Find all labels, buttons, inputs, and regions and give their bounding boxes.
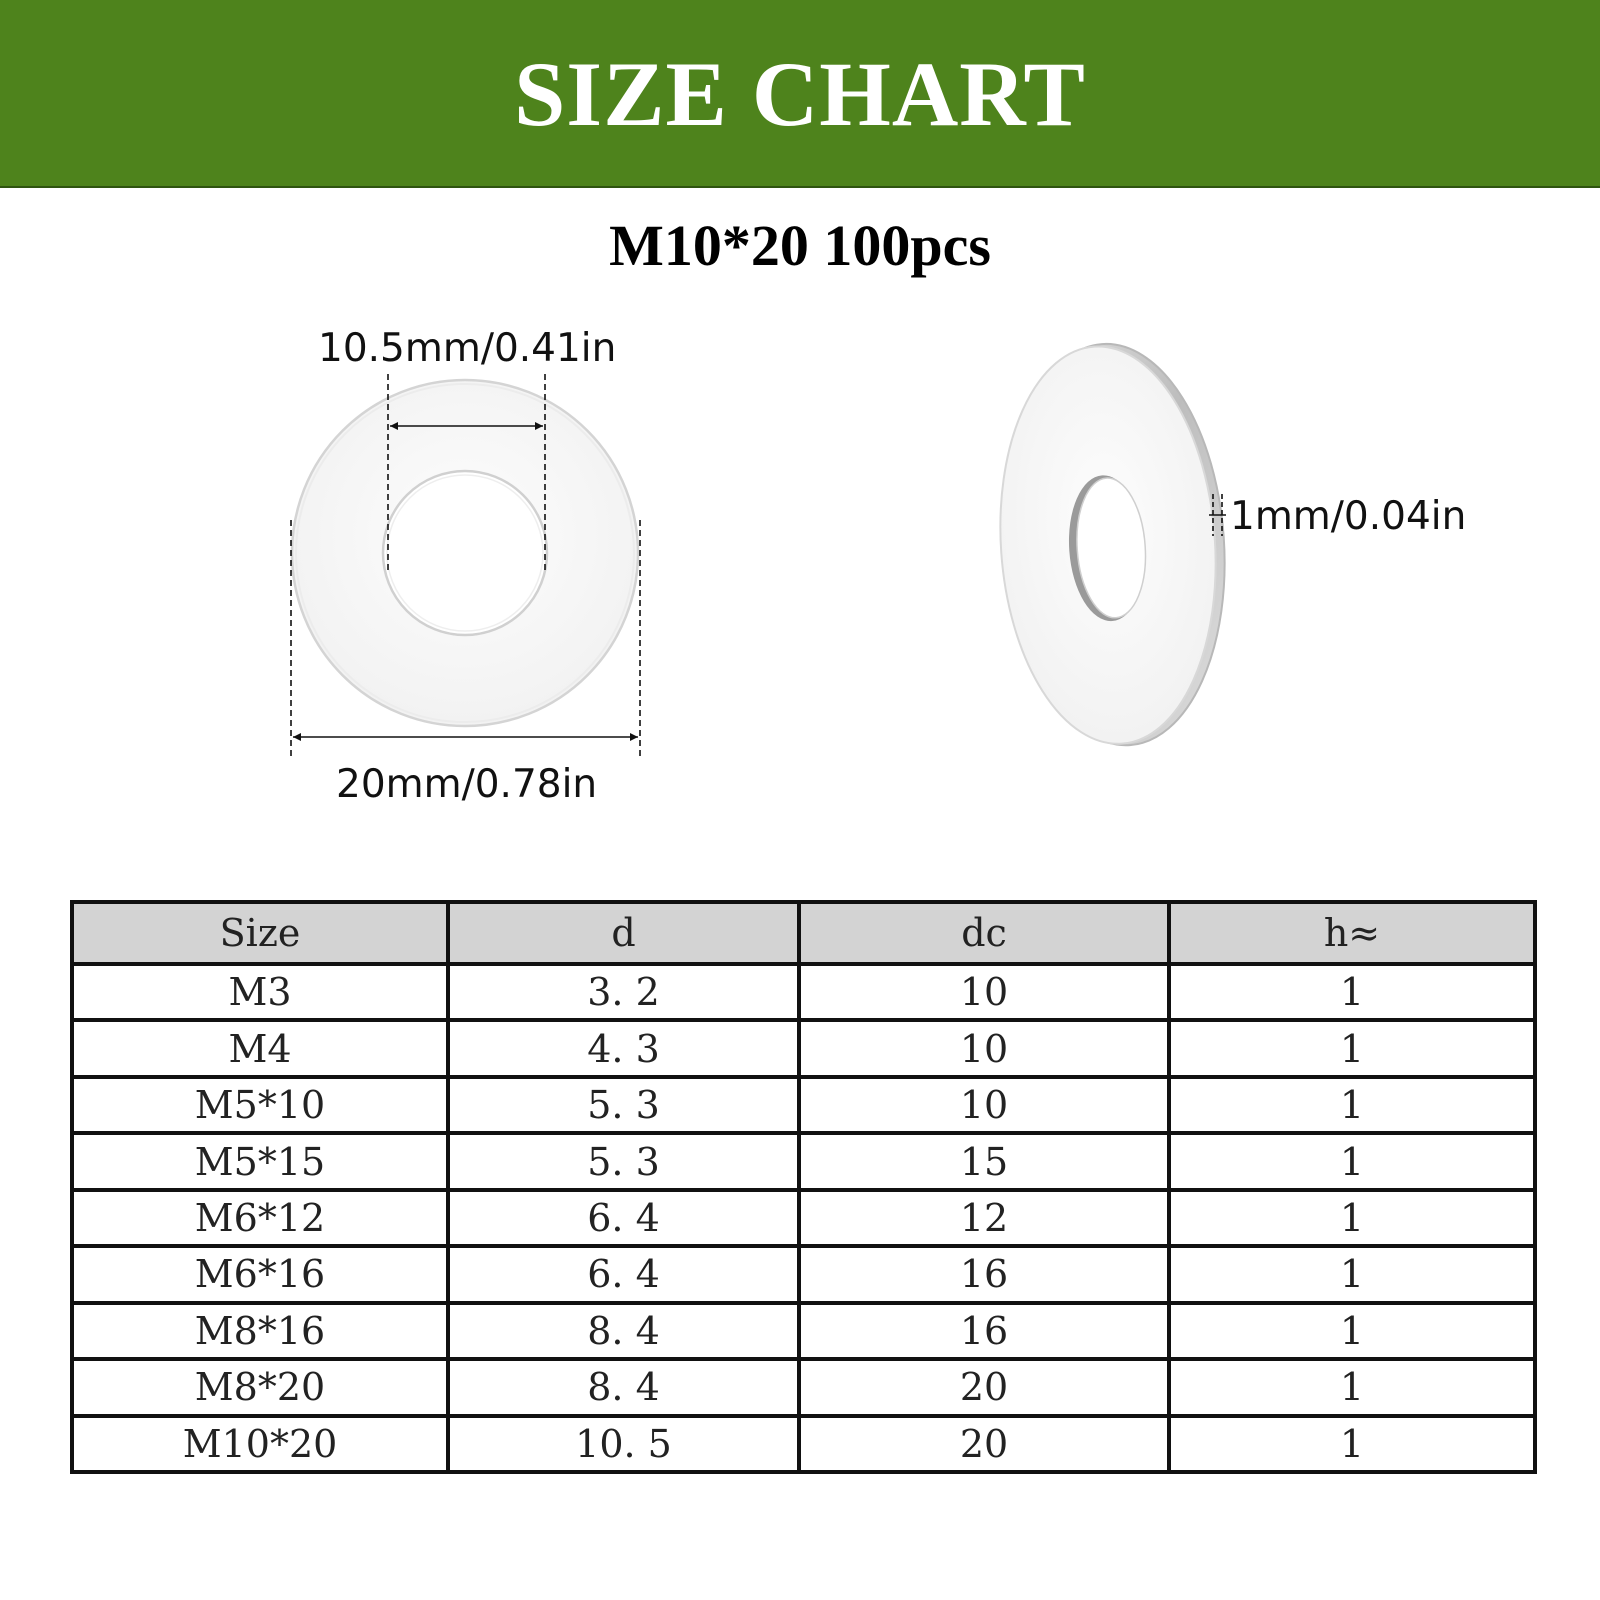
table-row [72, 1246, 1535, 1302]
cell-h: 1 [1169, 1303, 1535, 1359]
cell-d: 6. 4 [448, 1190, 799, 1246]
cell-d: 3. 2 [448, 964, 799, 1020]
table-row [72, 1359, 1535, 1415]
cell-size: M4 [72, 1020, 448, 1076]
thickness-label: 1mm/0.04in [1230, 494, 1467, 539]
washer-front-view [292, 380, 638, 726]
column-header-dc: dc [799, 902, 1169, 964]
cell-size: M5*15 [72, 1133, 448, 1189]
cell-d: 5. 3 [448, 1077, 799, 1133]
column-header-h: h≈ [1169, 902, 1535, 964]
cell-d: 6. 4 [448, 1246, 799, 1302]
table-header-row [72, 902, 1535, 964]
cell-size: M6*12 [72, 1190, 448, 1246]
cell-dc: 16 [799, 1303, 1169, 1359]
cell-dc: 10 [799, 1020, 1169, 1076]
cell-dc: 15 [799, 1133, 1169, 1189]
table-row [72, 1020, 1535, 1076]
washer-side-view [987, 337, 1237, 754]
cell-size: M10*20 [72, 1416, 448, 1473]
cell-dc: 16 [799, 1246, 1169, 1302]
cell-d: 10. 5 [448, 1416, 799, 1473]
cell-dc: 10 [799, 1077, 1169, 1133]
cell-h: 1 [1169, 1416, 1535, 1473]
cell-d: 8. 4 [448, 1359, 799, 1415]
column-header-d: d [448, 902, 799, 964]
cell-dc: 10 [799, 964, 1169, 1020]
product-subtitle: M10*20 100pcs [609, 213, 991, 278]
cell-h: 1 [1169, 1190, 1535, 1246]
inner-diameter-label: 10.5mm/0.41in [318, 326, 617, 371]
cell-size: M8*16 [72, 1303, 448, 1359]
outer-diameter-label: 20mm/0.78in [336, 762, 598, 807]
table-row [72, 1416, 1535, 1473]
cell-dc: 12 [799, 1190, 1169, 1246]
cell-h: 1 [1169, 1246, 1535, 1302]
cell-size: M8*20 [72, 1359, 448, 1415]
cell-size: M6*16 [72, 1246, 448, 1302]
cell-size: M5*10 [72, 1077, 448, 1133]
column-header-size: Size [72, 902, 448, 964]
cell-dc: 20 [799, 1416, 1169, 1473]
cell-h: 1 [1169, 964, 1535, 1020]
table-row [72, 1077, 1535, 1133]
page-title: SIZE CHART [514, 43, 1086, 145]
cell-h: 1 [1169, 1133, 1535, 1189]
cell-d: 8. 4 [448, 1303, 799, 1359]
table-row [72, 1133, 1535, 1189]
table-row [72, 1303, 1535, 1359]
size-table [70, 900, 1537, 1474]
cell-size: M3 [72, 964, 448, 1020]
table-row [72, 964, 1535, 1020]
cell-h: 1 [1169, 1020, 1535, 1076]
cell-d: 5. 3 [448, 1133, 799, 1189]
cell-dc: 20 [799, 1359, 1169, 1415]
cell-h: 1 [1169, 1077, 1535, 1133]
cell-h: 1 [1169, 1359, 1535, 1415]
cell-d: 4. 3 [448, 1020, 799, 1076]
table-row [72, 1190, 1535, 1246]
